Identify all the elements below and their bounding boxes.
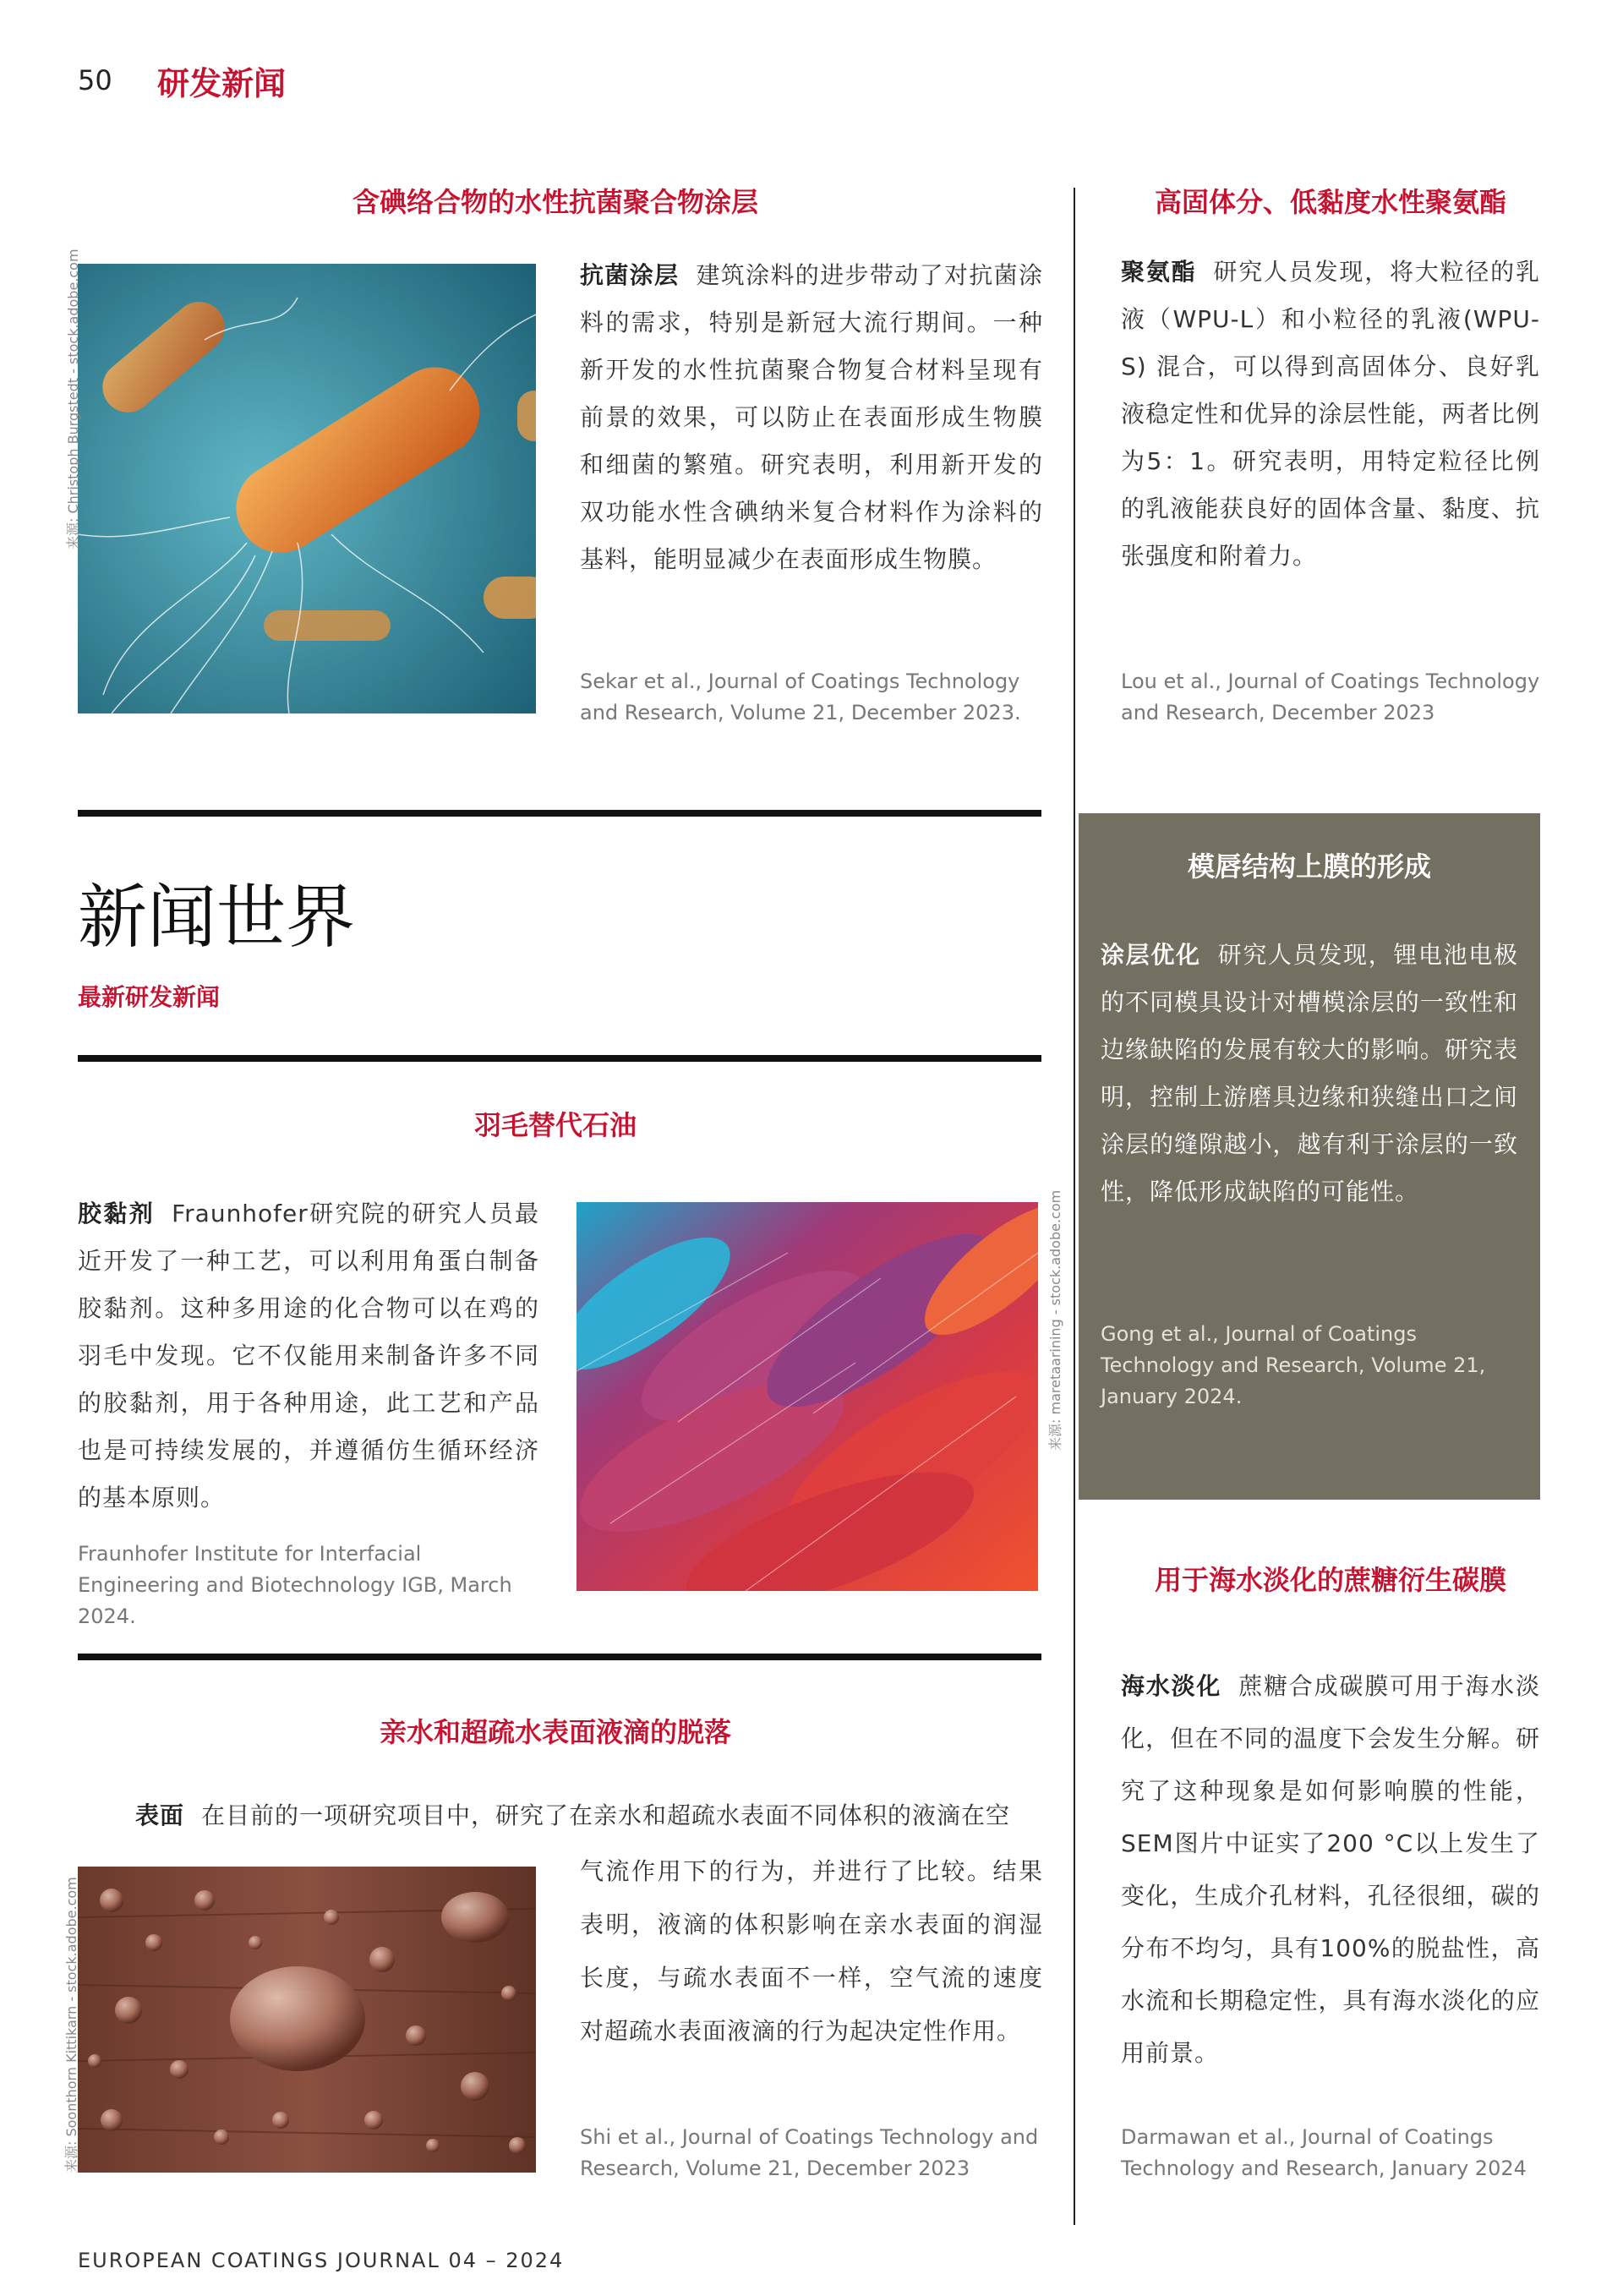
journal-footer: EUROPEAN COATINGS JOURNAL 04 – 2024 (78, 2249, 565, 2272)
article-body-desalination (1121, 1660, 1540, 2080)
news-world-subtitle: 最新研发新闻 (78, 983, 221, 1011)
article-text-iodine: 建筑涂料的进步带动了对抗菌涂料的需求，特别是新冠大流行期间。一种新开发的水性抗菌聚合物复合材料呈现有前景的效果，可以防止在表面形成生物膜和细菌的繁殖。研究表明，利用新开发的双功能水性含碘纳米复合材料作为涂料的基料，能明显减少在表面形成生物膜。 (580, 261, 1043, 573)
column-divider (1074, 188, 1075, 2225)
article-reference-feathers: Fraunhofer Institute for Interfacial Engineering and Biotechnology IGB, March 2024. (78, 1542, 512, 1628)
article-reference-pu: Lou et al., Journal of Coatings Technology and Research, December 2023 (1121, 670, 1540, 724)
bacteria-image (78, 264, 536, 713)
article-keyword-iodine: 抗菌涂层 (580, 261, 680, 289)
section-rule (78, 1055, 1041, 1062)
droplets-image (78, 1867, 536, 2173)
article-keyword-desalination: 海水淡化 (1121, 1672, 1222, 1700)
article-text-slot-die: 研究人员发现，锂电池电极的不同模具设计对槽模涂层的一致性和边缘缺陷的发展有较大的影响。研究表明，控制上游磨具边缘和狭缝出口之间涂层的缝隙越小，越有利于涂层的一致性，降低形成缺陷的可能性。 (1101, 941, 1518, 1205)
article-body-slot-die (1101, 932, 1518, 1216)
feathers-image-credit: 来源: maretaarining - stock.adobe.com (1047, 1189, 1063, 1451)
article-reference-iodine: Sekar et al., Journal of Coatings Technology and Research, Volume 21, December 2023. (580, 670, 1021, 724)
page-number: 50 (78, 64, 112, 96)
article-keyword-droplets: 表面 (135, 1801, 185, 1829)
article-body-feathers (78, 1190, 539, 1522)
article-title-feathers: 羽毛替代石油 (473, 1109, 637, 1141)
article-reference-desalination: Darmawan et al., Journal of Coatings Technology and Research, January 2024 (1121, 2125, 1527, 2180)
article-body-pu (1121, 249, 1540, 580)
article-body-droplets: 气流作用下的行为，并进行了比较。结果表明，液滴的体积影响在亲水表面的润湿长度，与疏水表面不一样，空气流的速度对超疏水表面液滴的行为起决定性作用。 (580, 1857, 1043, 2045)
article-text-droplets-first-line: 在目前的一项研究项目中，研究了在亲水和超疏水表面不同体积的液滴在空 (201, 1801, 1011, 1829)
article-keyword-slot-die: 涂层优化 (1101, 941, 1201, 969)
article-title-slot-die: 模唇结构上膜的形成 (1187, 850, 1431, 883)
feathers-image (577, 1202, 1038, 1591)
article-body-iodine (580, 252, 1043, 583)
news-world-title: 新闻世界 (78, 877, 356, 958)
article-title-iodine: 含碘络合物的水性抗菌聚合物涂层 (352, 186, 758, 218)
section-title: 研发新闻 (157, 65, 287, 102)
article-reference-slot-die: Gong et al., Journal of Coatings Technology and Research, Volume 21, January 2024. (1101, 1322, 1486, 1408)
article-title-pu: 高固体分、低黏度水性聚氨酯 (1154, 186, 1506, 218)
article-title-desalination: 用于海水淡化的蔗糖衍生碳膜 (1154, 1564, 1506, 1596)
section-rule (78, 1654, 1041, 1660)
bacteria-image-credit: 来源: Christoph Burgstedt - stock.adobe.com (65, 249, 81, 549)
article-text-desalination: 蔗糖合成碳膜可用于海水淡化，但在不同的温度下会发生分解。研究了这种现象是如何影响膜的性能，SEM图片中证实了200 °C以上发生了变化，生成介孔材料，孔径很细，碳的分布不均匀，具有100%的脱盐性，高水流和长期稳定性，具有海水淡化的应用前景。 (1121, 1672, 1540, 2067)
article-title-droplets: 亲水和超疏水表面液滴的脱落 (379, 1716, 731, 1748)
article-body-droplets-first-line (135, 1792, 1043, 1840)
section-rule (78, 810, 1041, 817)
article-text-pu: 研究人员发现，将大粒径的乳液（WPU-L）和小粒径的乳液(WPU-S) 混合，可以得到高固体分、良好乳液稳定性和优异的涂层性能，两者比例为5：1。研究表明，用特定粒径比例的乳液能获良好的固体含量、黏度、抗张强度和附着力。 (1121, 258, 1540, 570)
droplets-image-credit: 来源: Soonthorn Kittikarn - stock.adobe.com (63, 1877, 79, 2173)
article-text-feathers: Fraunhofer研究院的研究人员最近开发了一种工艺，可以利用角蛋白制备胶黏剂。这种多用途的化合物可以在鸡的羽毛中发现。它不仅能用来制备许多不同的胶黏剂，用于各种用途，此工艺和产品也是可持续发展的，并遵循仿生循环经济的基本原则。 (78, 1200, 539, 1512)
sidebar-box (1079, 813, 1540, 1500)
article-keyword-feathers: 胶黏剂 (78, 1200, 156, 1227)
article-reference-droplets: Shi et al., Journal of Coatings Technology and Research, Volume 21, December 2023 (580, 2125, 1039, 2180)
article-keyword-pu: 聚氨酯 (1121, 258, 1197, 286)
